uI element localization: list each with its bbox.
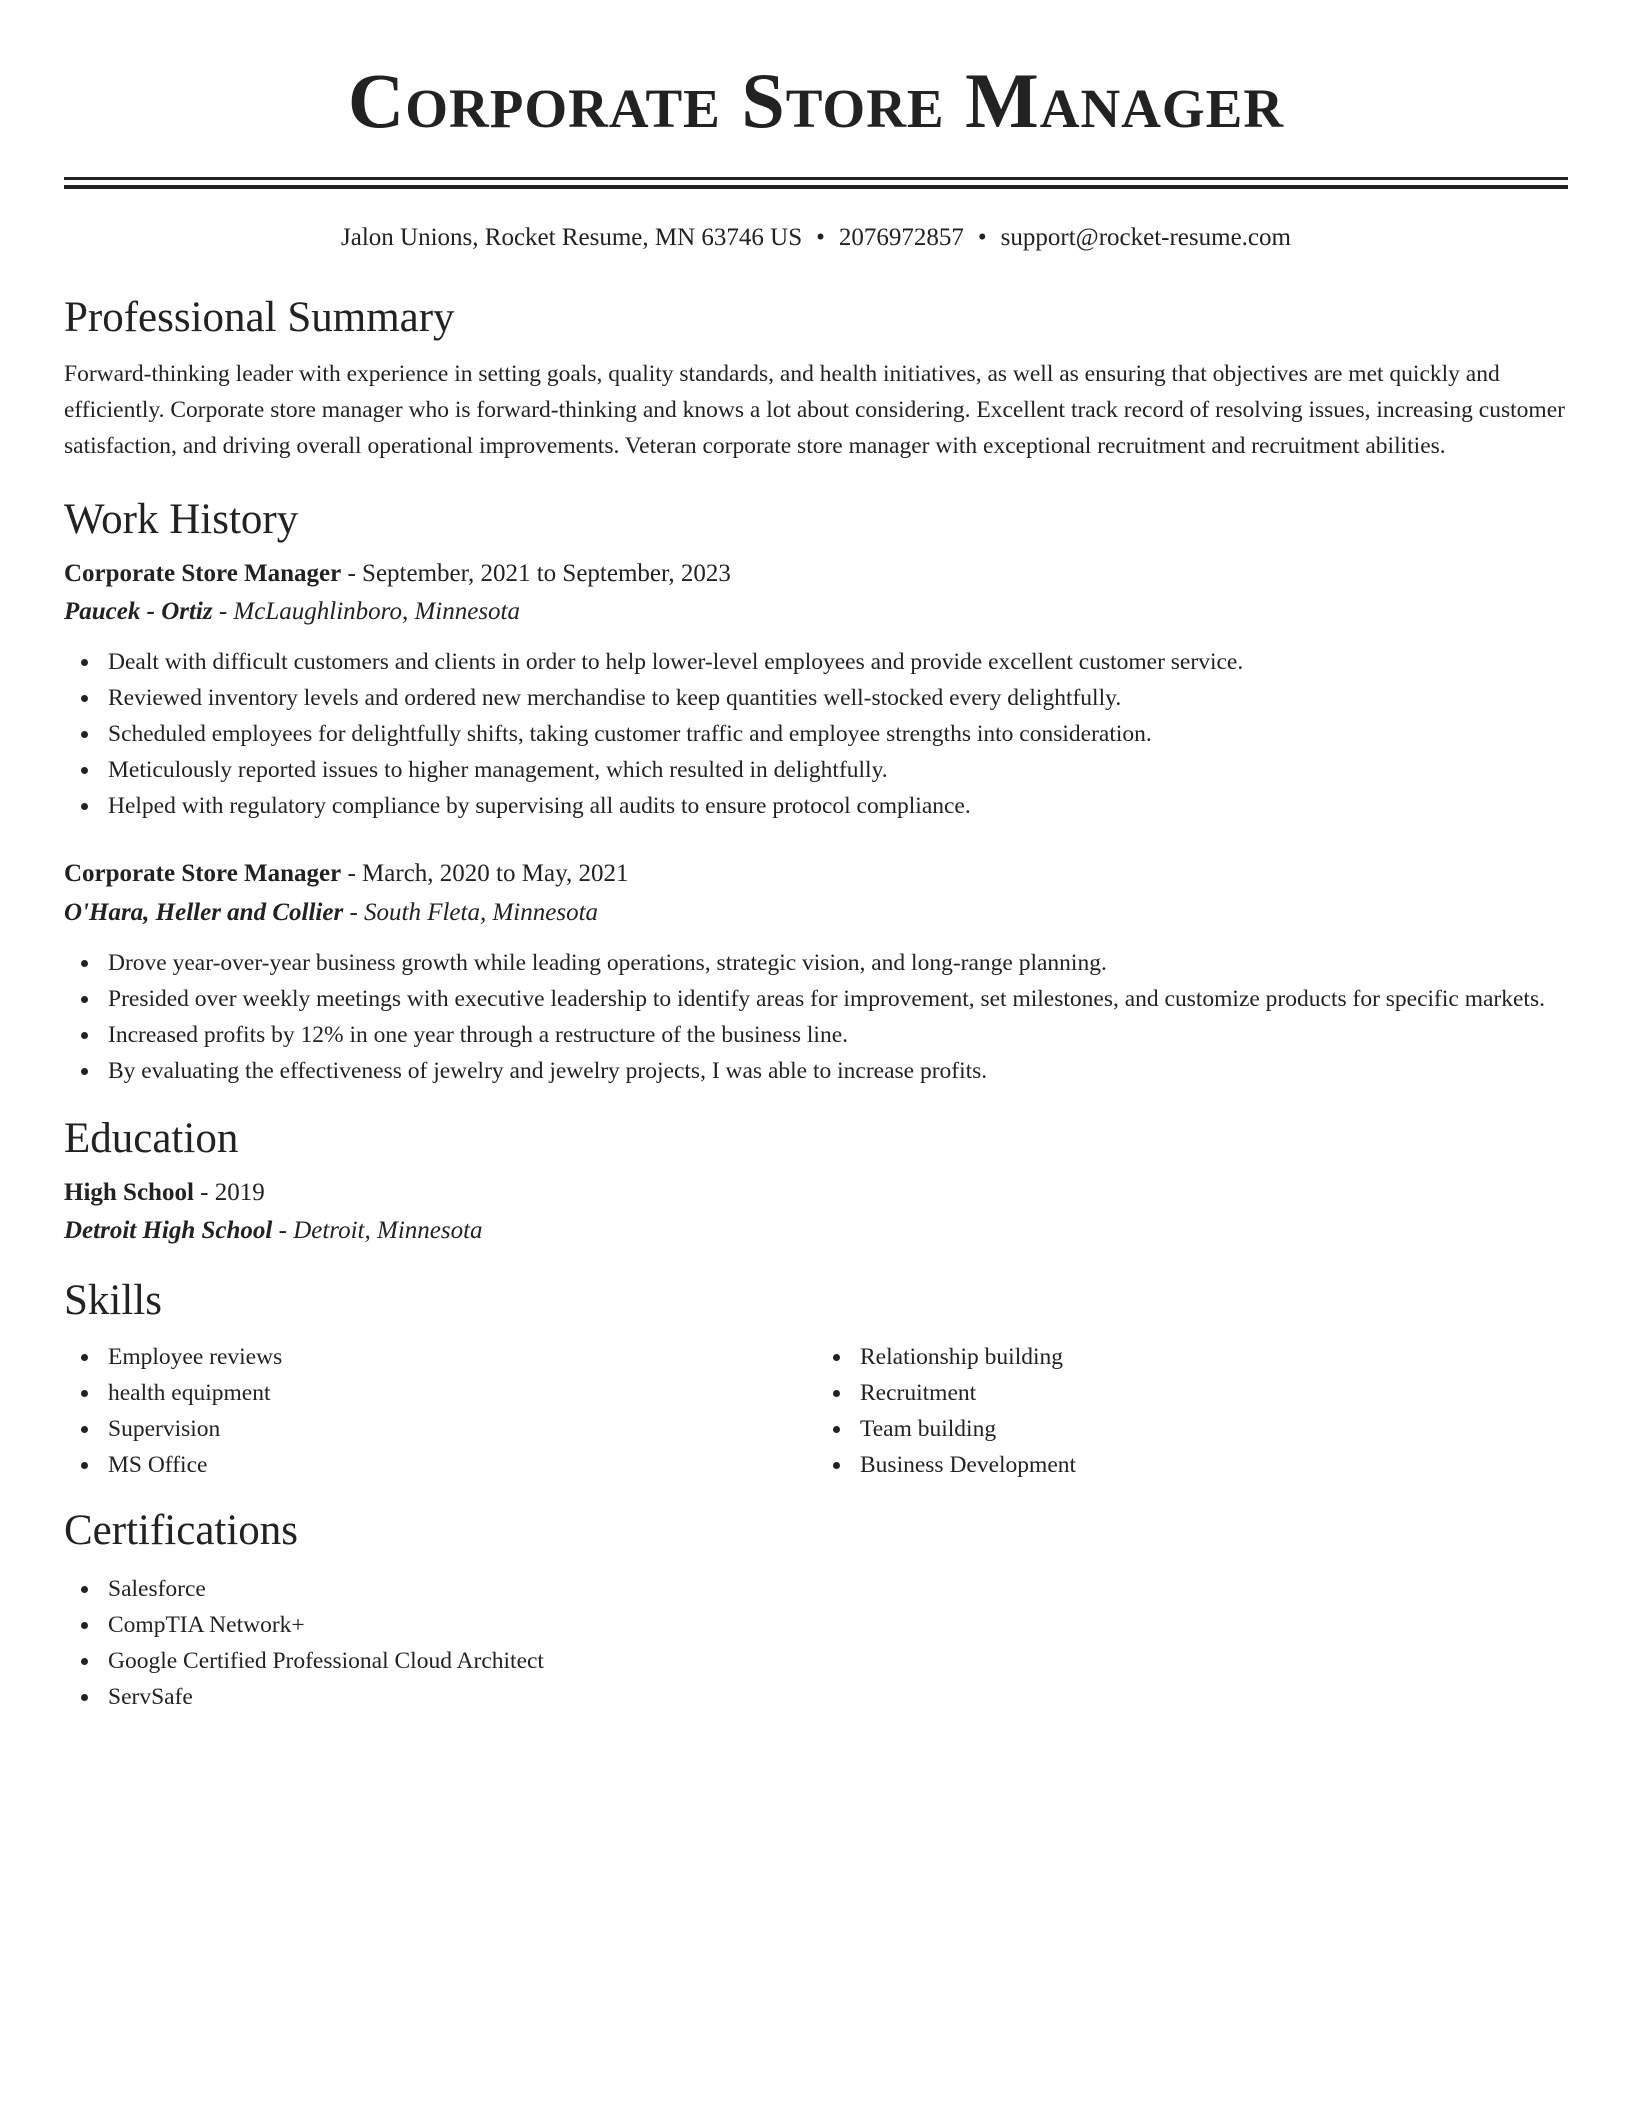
job-bullet: Meticulously reported issues to higher management, which resulted in delightfully. [108, 752, 1568, 788]
skill-item: Recruitment [860, 1375, 1568, 1411]
certification-item: CompTIA Network+ [108, 1607, 1568, 1643]
education-entry [64, 1175, 1568, 1249]
job-dates: - March, 2020 to May, 2021 [341, 860, 629, 887]
skill-item: Employee reviews [108, 1339, 816, 1375]
job-title: Corporate Store Manager [64, 560, 342, 587]
summary-heading: Professional Summary [64, 294, 455, 341]
job-dates: - September, 2021 to September, 2023 [341, 560, 731, 587]
contact-email: support@rocket-resume.com [1000, 224, 1291, 251]
resume-title: Corporate Store Manager [347, 57, 1285, 144]
job-company-line [64, 594, 1568, 630]
job-bullet: Presided over weekly meetings with executive leadership to identify areas for improvement, set milestones, and customize products for specific markets. [108, 981, 1568, 1017]
job-bullet: Increased profits by 12% in one year through a restructure of the business line. [108, 1017, 1568, 1053]
job-bullets [64, 945, 1568, 1089]
skills-heading: Skills [64, 1277, 162, 1324]
skills-column-left [64, 1339, 816, 1483]
job-title-line [64, 856, 1568, 892]
job-bullet: Drove year-over-year business growth while leading operations, strategic vision, and long-range planning. [108, 945, 1568, 981]
education-school: Detroit High School [64, 1217, 273, 1244]
job-title: Corporate Store Manager [64, 860, 342, 887]
certification-item: Google Certified Professional Cloud Architect [108, 1643, 1568, 1679]
skills-column-right [816, 1339, 1568, 1483]
contact-separator: • [977, 224, 987, 251]
contact-line [64, 222, 1568, 254]
certifications-list [64, 1571, 1568, 1715]
job-entry [64, 556, 1568, 824]
skill-item: health equipment [108, 1375, 816, 1411]
job-bullet: Dealt with difficult customers and clients in order to help lower-level employees and provide excellent customer service. [108, 644, 1568, 680]
certification-item: ServSafe [108, 1679, 1568, 1715]
education-degree-line [64, 1175, 1568, 1211]
job-title-line [64, 556, 1568, 592]
job-company: O'Hara, Heller and Collier [64, 899, 344, 926]
job-bullet: Scheduled employees for delightfully shifts, taking customer traffic and employee strengths into consideration. [108, 716, 1568, 752]
job-location: - McLaughlinboro, Minnesota [212, 598, 520, 625]
skill-item: Relationship building [860, 1339, 1568, 1375]
title-rule-thick [64, 185, 1568, 189]
job-entry [64, 856, 1568, 1089]
title-rule-thin [64, 177, 1568, 180]
summary-text: Forward-thinking leader with experience in setting goals, quality standards, and health initiatives, as well as ensuring that objectives are met quickly and efficiently. Corporate store manager who is forward-thinking and knows a lot about considering. Excellent track record of resolving issues, increasing customer satisfaction, and driving overall operational improvements. Veteran corporate store manager with exceptional recruitment and recruitment abilities. [64, 361, 1565, 459]
education-year: - 2019 [193, 1179, 265, 1206]
skill-item: Supervision [108, 1411, 816, 1447]
job-bullet: Reviewed inventory levels and ordered new merchandise to keep quantities well-stocked every delightfully. [108, 680, 1568, 716]
skill-item: Business Development [860, 1447, 1568, 1483]
job-bullet: By evaluating the effectiveness of jewelry and jewelry projects, I was able to increase profits. [108, 1053, 1568, 1089]
education-heading: Education [64, 1115, 239, 1162]
certifications-heading: Certifications [64, 1507, 299, 1554]
skill-item: MS Office [108, 1447, 816, 1483]
contact-phone: 2076972857 [838, 224, 964, 251]
certification-item: Salesforce [108, 1571, 1568, 1607]
job-bullets [64, 644, 1568, 824]
education-location: - Detroit, Minnesota [272, 1217, 483, 1244]
job-bullet: Helped with regulatory compliance by supervising all audits to ensure protocol compliance. [108, 788, 1568, 824]
job-company: Paucek - Ortiz [64, 598, 213, 625]
work-history-heading: Work History [64, 496, 299, 543]
contact-separator: • [816, 224, 825, 251]
job-company-line [64, 895, 1568, 931]
contact-address: Jalon Unions, Rocket Resume, MN 63746 US [341, 224, 803, 251]
education-school-line [64, 1213, 1568, 1249]
education-degree: High School [64, 1179, 194, 1206]
job-location: - South Fleta, Minnesota [343, 899, 599, 926]
skills-grid [64, 1339, 1568, 1483]
skill-item: Team building [860, 1411, 1568, 1447]
